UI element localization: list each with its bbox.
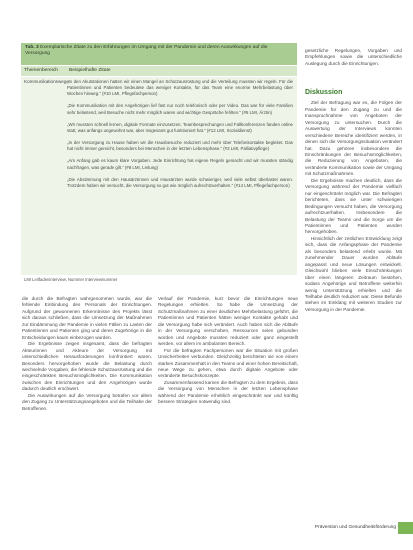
paragraph: gesetzliche Regelungen, Vorgaben und Empfehlungen sowie die unterschiedliche Auslegung durch die Einrichtungen. [305,48,402,66]
paragraph: Verlauf der Pandemie, kurz bevor die Einrichtungen neue Regelungen erhielten. So habe die Umsetzung der Schutzmaßnahmen zu einer deutlichen Mehrbelastung geführt, die Patientinnen und Patienten hätten weniger Kontakte gehabt und die Versorgung habe sich verändert. Auch haben sich die Abläufe in der Versorgung verschoben, Ressourcen seien gebunden worden und Angebote mussten reduziert oder ganz eingestellt werden, vor allem im ambulanten Bereich. [158,296,298,347]
table-header-quotes: Beispielhafte Zitate [69,68,111,73]
section-heading-discussion: Diskussion [305,89,343,97]
table-row-topic: Kommunikationswege [24,79,69,84]
table-caption [21,43,297,65]
body-column-middle [158,296,298,406]
paragraph: Zusammenfassend kamen die Befragten zu dem Ergebnis, dass die Versorgung von Menschen in der letzten Lebensphase während der Pandemie erheblich eingeschränkt war und künftig bessere Strategien notwendig sind. [158,379,298,405]
paragraph: Die Ergebnisse machen deutlich, dass die Versorgung während der Pandemie vielfach nur eingeschränkt möglich war. Die Befragten berichteten, dass sie unter schwierigen Bedingungen versucht haben, die Versorgung aufrechtzuerhalten. Insbesondere die Belastung der Teams und die Sorge um die Patientinnen und Patienten wurden hervorgehoben. [305,177,402,235]
paragraph: Hinsichtlich der zeitlichen Entwicklung zeigt sich, dass die Anfangsphase der Pandemie als besonders belastend erlebt wurde. Mit zunehmender Dauer wurden Abläufe angepasst und neue Lösungen entwickelt. Gleichwohl blieben viele Einschränkungen über einen längeren Zeitraum bestehen, sodass Angehörige und Betroffene weiterhin wenig Unterstützung erhielten und die Teilhabe deutlich reduziert war. Diese Befunde stehen im Einklang mit weiteren Studien zur Versorgung in der Pandemie. [305,235,402,312]
table-row-quotes [66,77,297,275]
table-header-row [21,66,297,76]
paragraph: Die Ergebnisse zeigen insgesamt, dass die befragten Akteurinnen und Akteure der Versorgung mit unterschiedlichen Herausforderungen konfrontiert waren. Besonders hervorgehoben wurde die Belastung durch wechselnde Vorgaben, die fehlende Schutzausrüstung und die eingeschränkten Besuchsmöglichkeiten. Die Kommunikation zwischen den Einrichtungen und den Angehörigen wurde dadurch deutlich erschwert. [22,341,152,392]
table-row [21,77,297,275]
body-column-right [305,48,402,313]
quote: „In den Akutstationen hatten wir einen Mangel an Schutzausrüstung und die Verteilung mussten wir regeln. Für die Patientinnen und Patienten bedeutete das weniger Kontakte, für das Team eine enorme Mehrbelastung über Wochen hinweg.“ (#10 LMI, Pflegefachperson) [67,79,293,97]
page-edge-tab [398,522,413,534]
table-header-topic: Themenbereich [24,68,58,73]
quote: „Wir mussten schnell lernen, digitale Formate einzusetzen. Teambesprechungen und Fallkonferenzen fanden online statt, was anfangs ungewohnt war, aber insgesamt gut funktioniert hat.“ (#12 LMI, Sozialdienst) [67,121,293,133]
paragraph: Für die befragten Fachpersonen war die Situation mit großen Unsicherheiten verbunden. Gleichzeitig berichteten sie von einem starken Zusammenhalt in den Teams und einer hohen Bereitschaft, neue Wege zu gehen, etwa durch digitale Angebote oder veränderte Besuchskonzepte. [158,347,298,379]
table-caption-text: Exemplarische Zitate zu den Erfahrungen im Umgang mit der Pandemie und deren Auswirkungen auf die Versorgung [25,45,268,57]
table-footnote: LMI Leitfadeninterview, Nummer Interviewnummer [24,277,118,282]
table-label: Tab. 3 [25,45,39,50]
paragraph: die durch die Befragten wahrgenommen wurde, war die fehlende Einbindung des Personals der Einrichtungen. Aufgrund der gewonnenen Erkenntnisse des Projekts lässt sich daraus schließen, dass die Umsetzung der Maßnahmen zur Eindämmung der Pandemie in vielen Fällen zu Lasten der Patientinnen und Patienten ging und deren Zugehörige in die Entscheidungen kaum einbezogen wurden. [22,296,152,340]
body-column-left [22,296,152,412]
results-table [21,43,297,287]
quote: „Die Abstimmung mit den Hausärztinnen und Hausärzten wurde schwieriger, weil viele selbst überlastet waren. Trotzdem haben wir versucht, die Versorgung so gut wie möglich aufrechtzuerhalten.“ (#14 LMI, Pflegefachperson) [67,176,293,188]
paragraph: Die Auswirkungen auf die Versorgung betrafen vor allem den Zugang zu Unterstützungsangeboten und die Teilhabe der Betroffenen. [22,392,152,411]
paragraph: Ziel der Befragung war es, die Folgen der Pandemie für den Zugang zu und die Inanspruchnahme von Angeboten der Versorgung zu untersuchen. Durch die Auswertung der Interviews konnten verschiedene Bereiche identifiziert werden, in denen sich die Versorgungssituation verändert hat. Dazu gehören insbesondere die Einschränkungen der Besuchsmöglichkeiten, die Reduzierung von Angeboten, die veränderte Kommunikation sowie der Umgang mit Schutzmaßnahmen. [305,100,402,177]
quote: „Die Kommunikation mit den Angehörigen lief fast nur noch telefonisch oder per Video. Das war für viele Familien sehr belastend, weil Besuche nicht mehr möglich waren und wichtige Gespräche fehlten.“ (#5 LMI, Ärztin) [67,103,293,115]
quote: „In der Versorgung zu Hause haben wir die Hausbesuche reduziert und mehr über Telefonkontakte begleitet. Das hat nicht immer gereicht, besonders bei Menschen in der letzten Lebensphase.“ (#3 LMI, Palliativpflege) [67,140,293,152]
journal-footer: Prävention und Gesundheitsförderung [314,525,396,530]
quote: „Am Anfang gab es kaum klare Vorgaben. Jede Einrichtung hat eigene Regeln gemacht und wir mussten ständig nachfragen, was gerade gilt.“ (#8 LMI, Leitung) [67,158,293,170]
